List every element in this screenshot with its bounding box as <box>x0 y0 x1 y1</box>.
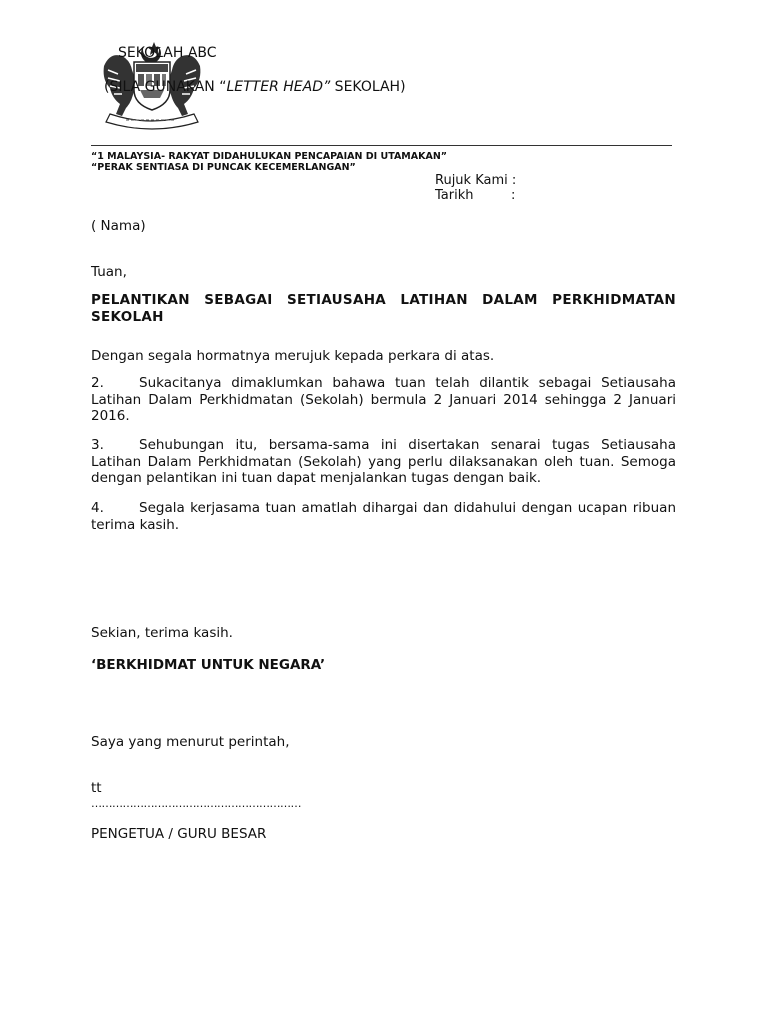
paragraph-text: Sukacitanya dimaklumkan bahawa tuan telah dilantik sebagai Setiausaha Latihan Dalam Perkhidmatan (Sekolah) bermula 2 Januari 2014 sehingga 2 Januari 2016. <box>91 375 676 424</box>
paragraph-3 <box>91 437 676 487</box>
paragraph-number: 2. <box>91 375 104 391</box>
date-row <box>435 188 516 203</box>
paragraph-text: Sehubungan itu, bersama-sama ini disertakan senarai tugas Setiausaha Latihan Dalam Perkhidmatan (Sekolah) yang perlu dilaksanakan oleh tuan. Semoga dengan pelantikan ini tuan dapat menjalankan tugas dengan baik. <box>91 437 676 486</box>
paragraph-text: Segala kerjasama tuan amatlah dihargai dan didahului dengan ucapan ribuan terima kasih. <box>91 500 676 533</box>
closing-obedient: Saya yang menurut perintah, <box>91 734 290 750</box>
signature-line: …………………………………………………… <box>91 797 301 810</box>
instruction-italic: LETTER HEAD” <box>226 79 331 95</box>
paragraph-2 <box>91 375 676 425</box>
instruction-suffix: SEKOLAH) <box>330 79 406 95</box>
letter-subject: PELANTIKAN SEBAGAI SETIAUSAHA LATIHAN DALAM PERKHIDMATAN SEKOLAH <box>91 292 676 325</box>
instruction-prefix: (SILA GUNAKAN “ <box>104 79 227 95</box>
opening-line: Dengan segala hormatnya merujuk kepada perkara di atas. <box>91 348 495 364</box>
closing-motto: ‘BERKHIDMAT UNTUK NEGARA’ <box>91 657 326 673</box>
paragraph-number: 4. <box>91 500 104 516</box>
slogan-1: “1 MALAYSIA- RAKYAT DIDAHULUKAN PENCAPAIAN DI UTAMAKAN” <box>91 151 448 162</box>
recipient-name: ( Nama) <box>91 218 146 234</box>
paragraph-number: 3. <box>91 437 104 453</box>
date-label: Tarikh <box>435 188 474 203</box>
header-divider <box>91 145 672 146</box>
date-colon: : <box>511 188 516 203</box>
signed-mark: tt <box>91 780 102 796</box>
slogan-2: “PERAK SENTIASA DI PUNCAK KECEMERLANGAN” <box>91 162 356 173</box>
reference-label: Rujuk Kami : <box>435 173 517 188</box>
signatory-position: PENGETUA / GURU BESAR <box>91 826 267 842</box>
salutation: Tuan, <box>91 264 127 280</box>
letterhead-instruction <box>104 79 406 95</box>
closing-thanks: Sekian, terima kasih. <box>91 625 233 641</box>
school-name: SEKOLAH ABC <box>118 45 217 61</box>
paragraph-4 <box>91 500 676 533</box>
